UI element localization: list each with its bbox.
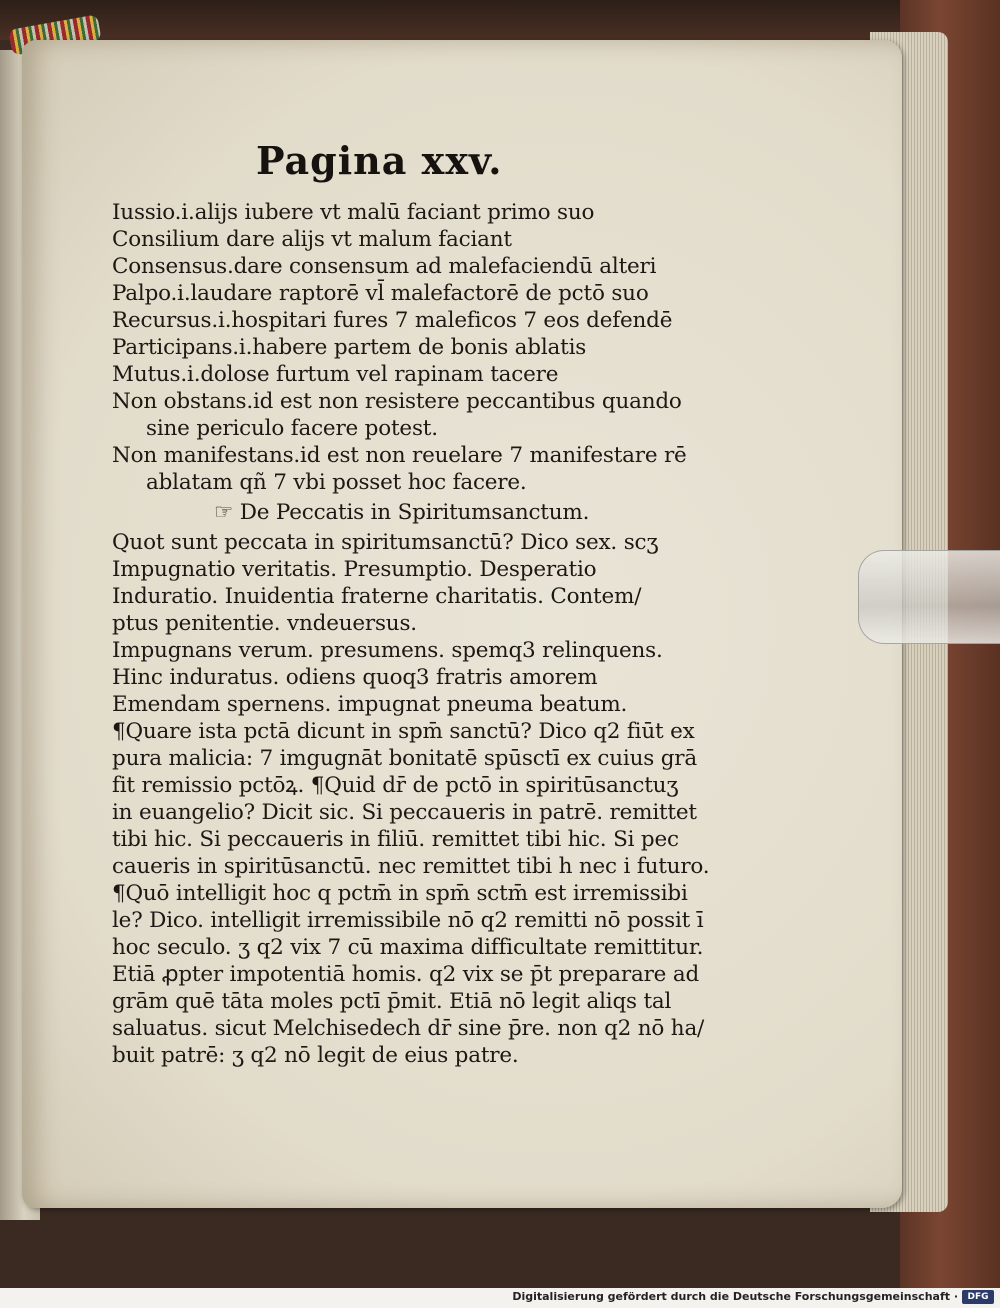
text-line: Hinc induratus. odiens quoq3 fratris amorem [112, 665, 598, 690]
funding-credit: Digitalisierung gefördert durch die Deutsche Forschungsgemeinschaft · [512, 1290, 958, 1303]
text-line: tibi hic. Si peccaueris in filiū. remittet tibi hic. Si pec [112, 827, 679, 852]
text-line: Non obstans.id est non resistere peccantibus quando [112, 389, 682, 414]
text-line: fit remissio pctōꝝ. ¶Quid dr̄ de pctō in spiritūsanctuʒ [112, 773, 679, 798]
text-line: Consensus.dare consensum ad malefaciendū alteri [112, 254, 657, 279]
page-heading: Pagina xxv. [256, 138, 503, 183]
text-line: Consilium dare alijs vt malum faciant [112, 227, 512, 252]
text-line: buit patrē: ʒ q2 nō legit de eius patre. [112, 1043, 519, 1068]
text-line: ptus penitentie. vndeuersus. [112, 611, 417, 636]
dfg-logo-icon: DFG [962, 1290, 994, 1304]
book-cover-top [0, 0, 1000, 40]
text-line: hoc seculo. ʒ q2 vix 7 cū maxima difficultate remittitur. [112, 935, 704, 960]
footer-bar [0, 1288, 1000, 1308]
text-line: ¶Quō intelligit hoc q pctm̄ in spm̄ sctm̄ est irremissibi [112, 881, 688, 906]
text-line: Iussio.i.alijs iubere vt malū faciant primo suo [112, 200, 595, 225]
text-line: saluatus. sicut Melchisedech dr̄ sine p̄re. non q2 nō ha/ [112, 1016, 705, 1041]
text-line: sine periculo facere potest. [146, 416, 438, 441]
text-line: Non manifestans.id est non reuelare 7 manifestare rē [112, 443, 687, 468]
text-line: Mutus.i.dolose furtum vel rapinam tacere [112, 362, 559, 387]
book-clasp [858, 550, 1000, 644]
section-heading: ☞ De Peccatis in Spiritumsanctum. [214, 500, 590, 525]
text-line: grām quē tāta moles pctī p̄mit. Etiā nō legit aliqs tal [112, 989, 672, 1014]
text-line: ablatam qñ 7 vbi posset hoc facere. [146, 470, 527, 495]
text-line: pura malicia: 7 imgugnāt bonitatē spūsctī ex cuius grā [112, 746, 697, 771]
text-line: Induratio. Inuidentia fraterne charitatis. Contem/ [112, 584, 642, 609]
text-line: ¶Quare ista pctā dicunt in spm̄ sanctū? Dico q2 fiūt ex [112, 719, 695, 744]
text-line: Participans.i.habere partem de bonis ablatis [112, 335, 587, 360]
text-line: Impugnatio veritatis. Presumptio. Desperatio [112, 557, 597, 582]
text-line: Recursus.i.hospitari fures 7 maleficos 7 eos defendē [112, 308, 673, 333]
text-line: Palpo.i.laudare raptorē vl̄ malefactorē de pctō suo [112, 281, 649, 306]
text-line: le? Dico. intelligit irremissibile nō q2 remitti nō possit ī [112, 908, 704, 933]
text-line: Quot sunt peccata in spiritumsanctū? Dico sex. scʒ [112, 530, 659, 555]
text-line: Impugnans verum. presumens. spemq3 relinquens. [112, 638, 663, 663]
text-line: in euangelio? Dicit sic. Si peccaueris in patrē. remittet [112, 800, 697, 825]
text-line: Emendam spernens. impugnat pneuma beatum. [112, 692, 628, 717]
text-line: Etiā ꝓpter impotentiā homis. q2 vix se p̄t preparare ad [112, 962, 700, 987]
text-line: caueris in spiritūsanctū. nec remittet tibi h nec i futuro. [112, 854, 710, 879]
